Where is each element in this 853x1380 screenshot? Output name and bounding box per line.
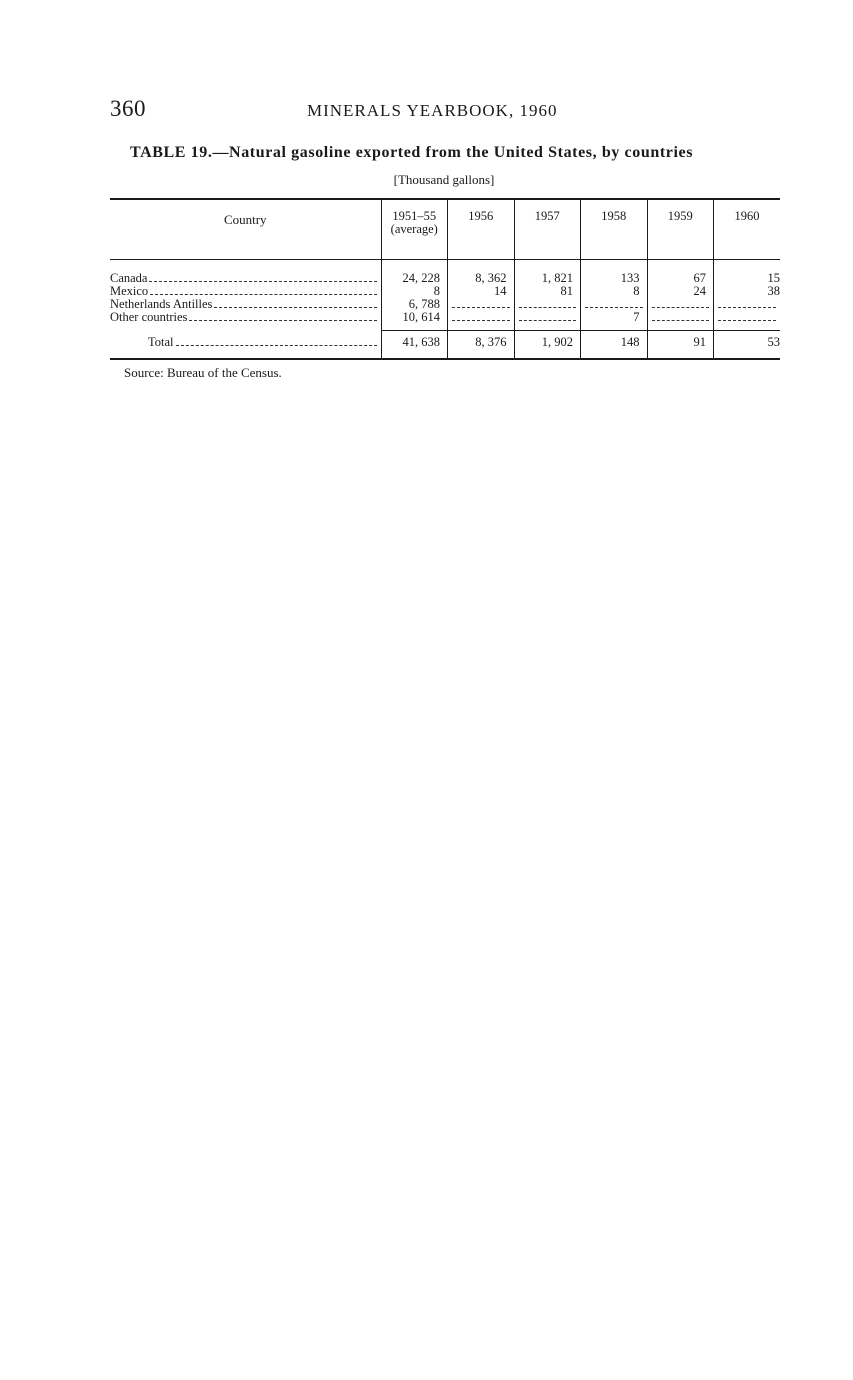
col-header-1960: 1960 [714, 200, 781, 260]
empty-cell-dashes [448, 311, 515, 324]
row-label-other-countries: Other countries [110, 310, 188, 324]
table-row [110, 272, 780, 285]
spacer-row [110, 261, 780, 272]
total-row [110, 335, 780, 358]
empty-cell-dashes [514, 298, 581, 311]
col-header-1951-55-line2: (average) [390, 222, 438, 236]
cell: 7 [581, 311, 648, 324]
cell: 15 [714, 272, 781, 285]
row-label-total: Total [148, 335, 174, 349]
leader-dots [176, 345, 377, 346]
col-header-country: Country [223, 212, 267, 227]
table-title: TABLE 19.—Natural gasoline exported from the United States, by countries [130, 144, 694, 161]
empty-cell-dashes [647, 311, 714, 324]
row-label-canada: Canada [110, 271, 148, 285]
table-row [110, 298, 780, 311]
cell: 1, 902 [514, 335, 581, 358]
empty-cell-dashes [448, 298, 515, 311]
empty-cell-dashes [714, 311, 781, 324]
cell: 81 [514, 285, 581, 298]
cell: 1, 821 [514, 272, 581, 285]
cell: 8 [581, 285, 648, 298]
cell: 6, 788 [381, 298, 448, 311]
cell: 53 [714, 335, 781, 358]
cell: 133 [581, 272, 648, 285]
cell: 8, 376 [448, 335, 515, 358]
row-label-mexico: Mexico [110, 284, 149, 298]
cell: 67 [647, 272, 714, 285]
source-note: Source: Bureau of the Census. [124, 365, 282, 380]
empty-cell-dashes [714, 298, 781, 311]
cell: 148 [581, 335, 648, 358]
cell: 8, 362 [448, 272, 515, 285]
empty-cell-dashes [647, 298, 714, 311]
cell: 10, 614 [381, 311, 448, 324]
empty-cell-dashes [514, 311, 581, 324]
leader-dots [214, 307, 376, 308]
col-header-1958: 1958 [581, 200, 648, 260]
row-label-netherlands-antilles: Netherlands Antilles [110, 297, 213, 311]
table-row [110, 311, 780, 324]
running-head: MINERALS YEARBOOK, 1960 [307, 101, 558, 120]
page-number: 360 [110, 96, 146, 121]
cell: 41, 638 [381, 335, 448, 358]
cell: 38 [714, 285, 781, 298]
col-header-1957: 1957 [514, 200, 581, 260]
cell: 14 [448, 285, 515, 298]
data-table [110, 198, 780, 360]
col-header-1951-55-line1: 1951–55 [392, 209, 437, 223]
leader-dots [150, 294, 376, 295]
leader-dots [189, 320, 376, 321]
col-header-1951-55 [381, 200, 448, 260]
cell: 24, 228 [381, 272, 448, 285]
col-header-1956: 1956 [448, 200, 515, 260]
cell: 8 [381, 285, 448, 298]
header-row [110, 200, 780, 260]
table-units: [Thousand gallons] [393, 172, 495, 187]
leader-dots [149, 281, 376, 282]
bottom-rule [110, 358, 780, 360]
cell: 91 [647, 335, 714, 358]
cell: 24 [647, 285, 714, 298]
col-header-1959: 1959 [647, 200, 714, 260]
